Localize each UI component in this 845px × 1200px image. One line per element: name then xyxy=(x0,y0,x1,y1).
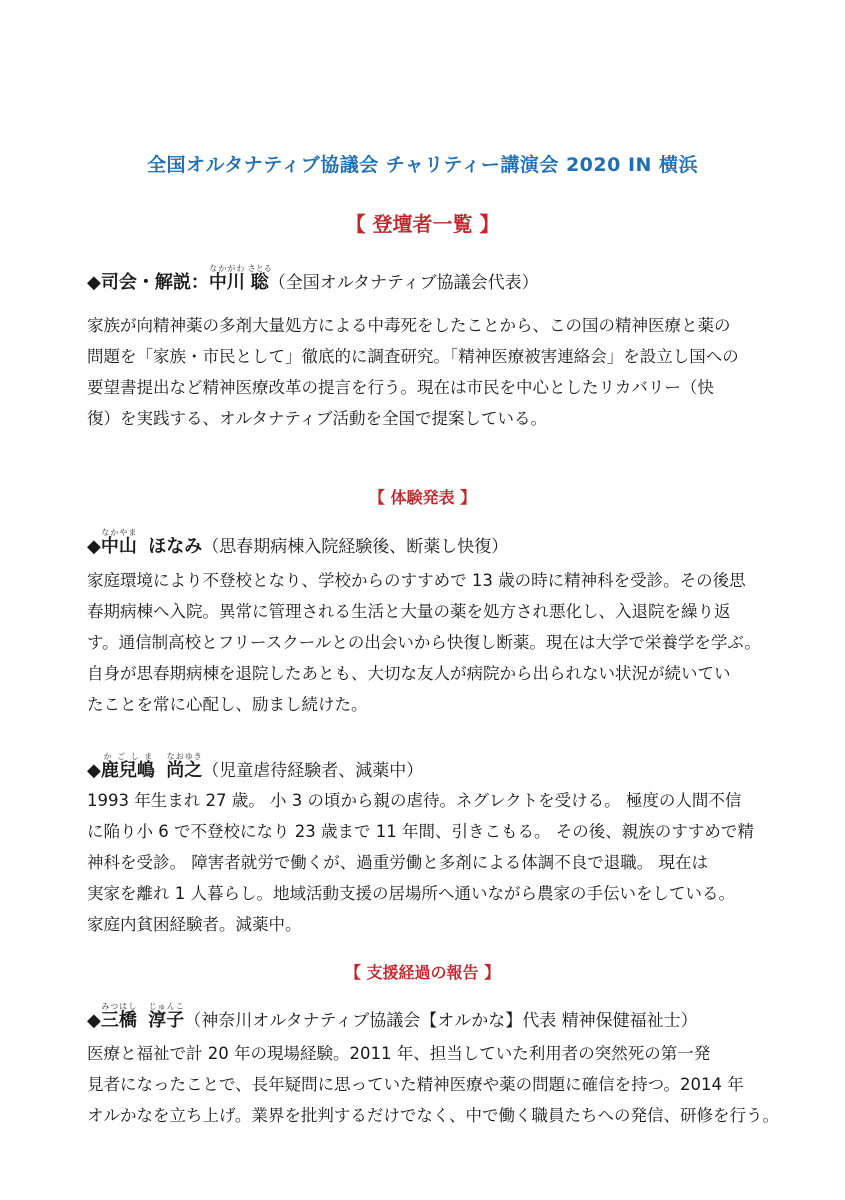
bio-line: 家族が向精神薬の多剤大量処方による中毒死をしたことから、この国の精神医療と薬の xyxy=(87,316,731,335)
bio-line: 見者になったことで、長年疑問に思っていた精神医療や薬の問題に確信を持つ。2014 年 xyxy=(87,1075,744,1094)
host-label: 司会・解説： xyxy=(100,272,209,293)
speaker-nakayama-bio xyxy=(87,565,767,720)
bio-line: 要望書提出など精神医療改革の提言を行う。現在は市民を中心としたリカバリー（快 xyxy=(87,378,714,397)
speaker-kagoshima-bio xyxy=(87,785,767,940)
speaker-role: （神奈川オルタナティブ協議会【オルかな】代表 精神保健福祉士） xyxy=(184,1011,698,1031)
bio-line: す。通信制高校とフリースクールとの出会いから快復し断薬。現在は大学で栄養学を学ぶ。 xyxy=(87,633,761,652)
bio-line: 医療と福祉で計 20 年の現場経験。2011 年、担当していた利用者の突然死の第一発 xyxy=(87,1044,711,1063)
speaker-family-name: 中山なかやま xyxy=(100,528,137,557)
speaker-mitsuhashi-bio xyxy=(87,1038,780,1131)
bio-line: 実家を離れ 1 人暮らし。地域活動支援の居場所へ通いながら農家の手伝いをしている。 xyxy=(87,884,735,903)
host-given-name: 聡さとる xyxy=(247,264,272,293)
bio-line: オルかなを立ち上げ。業界を批判するだけでなく、中で働く職員たちへの発信、研修を行う。 xyxy=(87,1106,780,1125)
speaker-nakayama xyxy=(87,528,508,559)
support-report-section-heading: 【 支援経過の報告 】 xyxy=(344,963,501,982)
host-bio xyxy=(87,310,767,434)
bullet: ◆ xyxy=(87,536,101,557)
bio-line: 家庭内貧困経験者。減薬中。 xyxy=(87,915,302,934)
speaker-role: （児童虐待経験者、減薬中） xyxy=(202,761,424,781)
speaker-given-name: ほなみ xyxy=(148,536,203,557)
bio-line: たことを常に心配し、励まし続けた。 xyxy=(87,695,368,714)
host-family-name: 中川なかがわ xyxy=(208,264,245,293)
speaker-list-heading: 【 登壇者一覧 】 xyxy=(345,212,500,236)
speaker-family-name: 三橋みつはし xyxy=(100,1002,137,1031)
bio-line: 1993 年生まれ 27 歳。 小 3 の頃から親の虐待。ネグレクトを受ける。 極度の人間不信 xyxy=(87,791,742,810)
speaker-role: （思春期病棟入院経験後、断薬し快復） xyxy=(202,537,509,557)
bio-line: 春期病棟へ入院。異常に管理される生活と大量の薬を処方され悪化し、入退院を繰り返 xyxy=(87,602,731,621)
bio-line: 自身が思春期病棟を退院したあとも、大切な友人が病院から出られない状況が続いてい xyxy=(87,664,731,683)
bullet: ◆ xyxy=(87,272,101,293)
bio-line: 復）を実践する、オルタナティブ活動を全国で提案している。 xyxy=(87,409,548,428)
speaker-kagoshima xyxy=(87,752,423,783)
bio-line: に陥り小 6 で不登校になり 23 歳まで 11 年間、引きこもる。 その後、親族のすすめで精 xyxy=(87,822,754,841)
host-speaker-line xyxy=(87,264,539,295)
speaker-family-name: 鹿兒嶋かごしま xyxy=(100,752,155,781)
speaker-given-name: 尚之なおゆき xyxy=(166,752,203,781)
bio-line: 問題を「家族・市民として」徹底的に調査研究。「精神医療被害連絡会」を設立し国への xyxy=(87,347,739,366)
speaker-mitsuhashi xyxy=(87,1002,698,1033)
host-role: （全国オルタナティブ協議会代表） xyxy=(268,273,539,293)
bio-line: 神科を受診。 障害者就労で働くが、過重労働と多剤による体調不良で退職。 現在は xyxy=(87,853,708,872)
speaker-given-name: 淳子じゅんこ xyxy=(148,1002,185,1031)
page-title: 全国オルタナティブ協議会 チャリティー講演会 2020 IN 横浜 xyxy=(146,154,699,176)
experience-section-heading: 【 体験発表 】 xyxy=(368,488,477,507)
bullet: ◆ xyxy=(87,760,101,781)
bullet: ◆ xyxy=(87,1010,101,1031)
bio-line: 家庭環境により不登校となり、学校からのすすめで 13 歳の時に精神科を受診。その後思 xyxy=(87,571,746,590)
